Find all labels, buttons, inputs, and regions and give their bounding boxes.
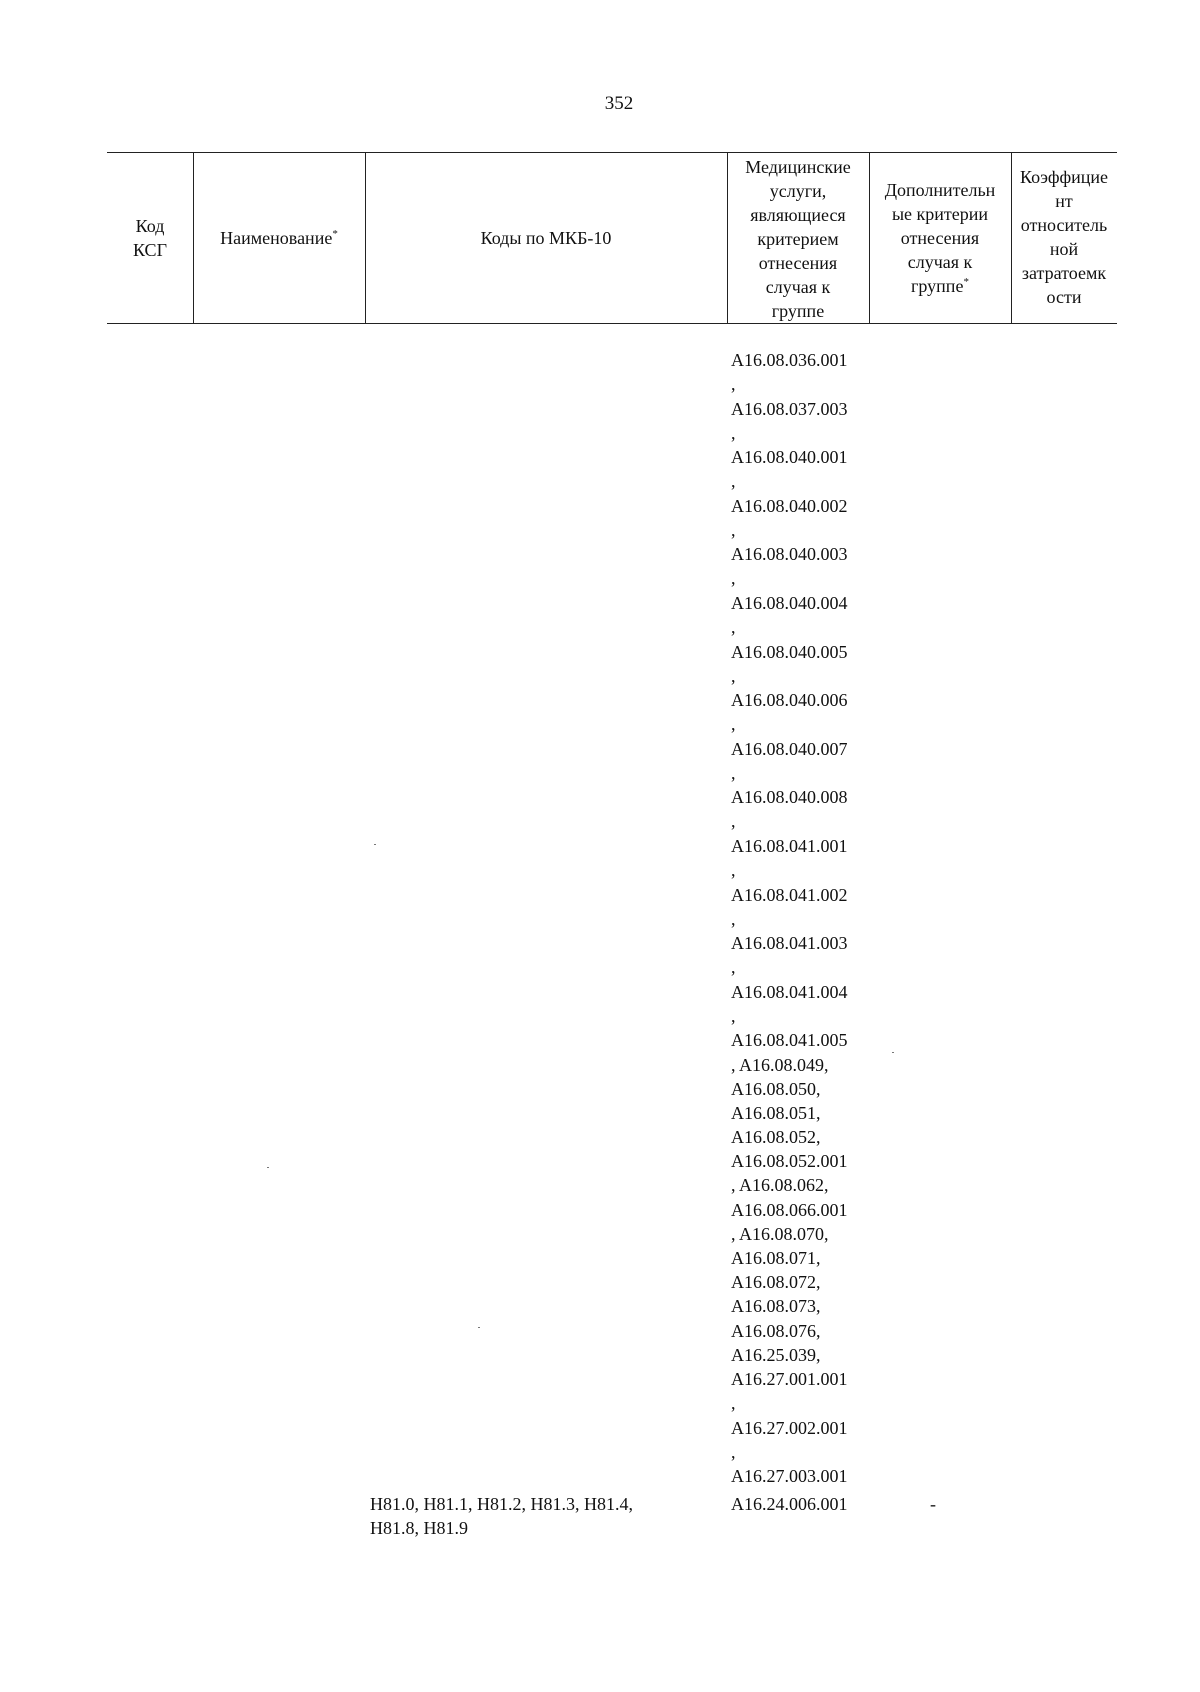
medical-services-cell [731,348,891,1513]
service-code-item: A16.08.066.001 [731,1199,848,1220]
scan-speck [374,844,376,845]
service-code-item: A16.08.073, [731,1296,821,1317]
service-code-item: A16.08.050, [731,1078,821,1099]
service-code-item: A16.08.040.006 , [731,690,848,735]
service-code-item: , A16.08.070, [731,1223,829,1244]
service-code-item: A16.08.041.001 , [731,835,848,880]
services-list-tail [731,1367,891,1513]
service-code-item: A16.08.040.002 , [731,495,848,540]
service-code-item: A16.27.003.001 [731,1466,848,1487]
header-additional-criteria [869,153,1011,323]
table-header [107,152,1117,324]
header-code-ksg [107,153,193,323]
service-code-item: A16.08.072, [731,1272,821,1293]
service-code-item: A16.08.041.004 , [731,981,848,1026]
service-code-item: A16.08.076, [731,1320,821,1341]
footnote-mark: * [332,228,338,240]
service-code-item: A16.08.040.001 , [731,447,848,492]
service-code-item: A16.08.040.003 , [731,544,848,589]
service-code-item: A16.08.052, [731,1127,821,1148]
service-code-item: A16.27.002.001 , [731,1417,848,1462]
header-cost-coefficient-text: Коэффицие нт относитель ной затратоемк ости [1019,167,1109,307]
header-name-text: Наименование [220,228,333,248]
header-mkb-codes-text: Коды по МКБ-10 [480,228,612,248]
header-mkb-codes [365,153,727,323]
services-list-tight [731,1028,891,1367]
service-code-item: A16.08.041.005 [731,1030,848,1051]
service-code-item: , A16.08.062, [731,1175,829,1196]
scan-speck [267,1167,269,1168]
page-number: 352 [604,93,634,114]
scan-speck [478,1327,480,1328]
header-medical-services-text: Медицинские услуги, являющиеся критерием отнесения случая к группе [745,157,851,321]
service-code-item: A16.08.041.003 , [731,933,848,978]
scan-speck [892,1052,894,1053]
header-name [193,153,365,323]
service-code-item: A16.08.071, [731,1248,821,1268]
header-additional-criteria-text: Дополнительн ые критерии отнесения случая к группе [884,180,996,296]
services-list-spaced [731,348,891,1028]
service-code-item: A16.08.052.001 [731,1151,848,1172]
footnote-mark: * [963,276,969,288]
header-medical-services [727,153,869,323]
row-additional-criteria: - [930,1494,936,1514]
service-code-item: A16.08.051, [731,1102,821,1123]
service-code-item: A16.08.040.004 , [731,592,848,637]
header-cost-coefficient [1011,153,1117,323]
service-code-item: A16.08.037.003 , [731,398,848,443]
service-code-item: A16.25.039, [731,1344,821,1365]
service-code-item: A16.08.041.002 , [731,884,848,929]
service-code-item: A16.08.040.007 , [731,738,848,783]
service-code-item: A16.08.040.005 , [731,641,848,686]
service-code-item: A16.27.001.001 , [731,1368,848,1413]
row-service-code: A16.24.006.001 [731,1494,848,1514]
service-code-item: , A16.08.049, [731,1054,829,1075]
header-code-ksg-text: Код КСГ [133,216,167,260]
service-code-item: A16.08.036.001 , [731,350,848,394]
row-mkb-codes: H81.0, H81.1, H81.2, H81.3, H81.4, H81.8, H81.9 [370,1494,633,1538]
service-code-item: A16.08.040.008 , [731,787,848,832]
